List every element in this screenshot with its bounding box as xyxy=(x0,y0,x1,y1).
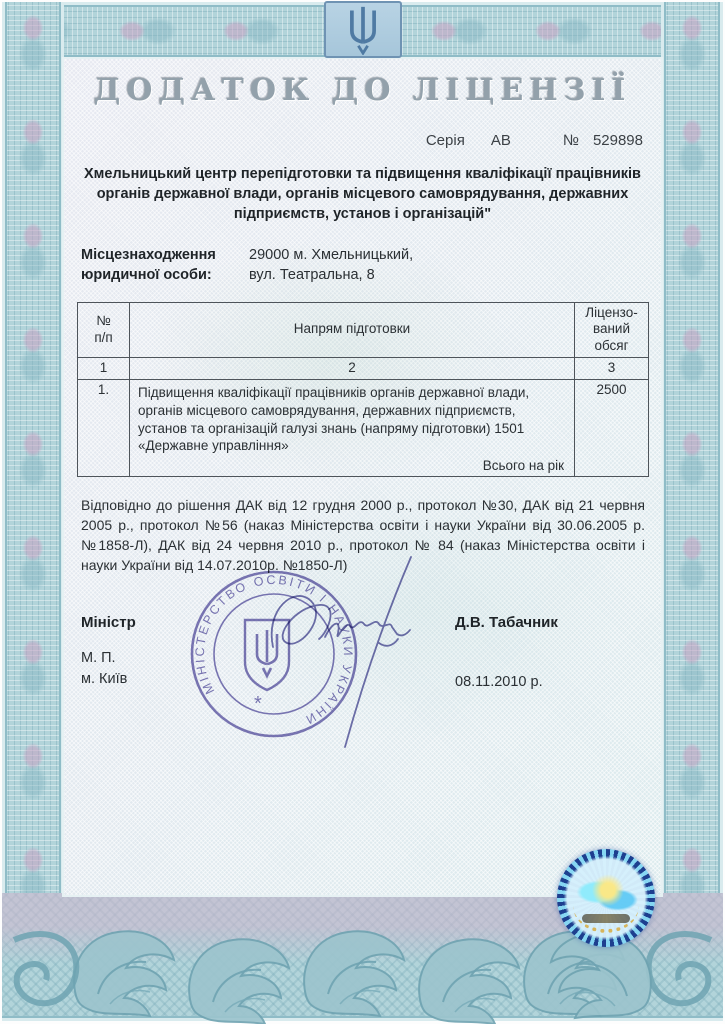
organization-name-line: підприємств, установ і організацій" xyxy=(233,206,492,222)
hologram-text-band xyxy=(582,914,629,923)
direction-row xyxy=(78,379,649,477)
series-number-row xyxy=(64,132,661,149)
address-value xyxy=(249,245,413,286)
column-index-row xyxy=(78,357,649,379)
stamp-star: * xyxy=(254,693,262,715)
index-cell: 3 xyxy=(575,357,649,379)
organization-name xyxy=(64,164,661,224)
direction-number: 1. xyxy=(78,379,130,477)
minister-label: Міністр xyxy=(81,613,136,631)
resolution-paragraph: Відповідно до рішення ДАК від 12 грудня 2000 р., протокол №30, ДАК від 21 червня 2005 р., протокол №56 (наказ Міністерства освіти і науки України від 30.06.2005 р. №1858-Л), ДАК від 24 червня 2010 р., протокол № 84 (наказ Міністерства освіти і науки України від 14.07.2010р. №1850-Л) xyxy=(81,497,645,574)
hologram-security-seal-icon xyxy=(557,849,655,947)
total-label: Всього на рік xyxy=(482,458,564,474)
series-label: Серія xyxy=(425,132,465,149)
city-label: м. Київ xyxy=(81,670,128,687)
table-header-row xyxy=(78,302,649,357)
series-value: АВ xyxy=(490,132,511,149)
index-cell: 2 xyxy=(130,357,575,379)
total-value: 2500 xyxy=(575,379,649,477)
address-label-line: Місцезнаходження xyxy=(81,247,216,263)
border-left-guilloche xyxy=(2,2,64,1021)
header-col-volume-line: ваний xyxy=(592,321,631,337)
hologram-gold-arc xyxy=(573,878,640,933)
direction-text: Підвищення кваліфікації працівників органів державної влади, органів місцевого самоврядування, державних підприємств, установ та організацій галузі знань (напряму підготовки) 1501 «Державне управління» xyxy=(138,384,530,454)
address-value-line: 29000 м. Хмельницький, xyxy=(249,247,414,263)
seal-mark-label: М. П. xyxy=(81,649,116,666)
document-sheet xyxy=(64,59,661,895)
number-label: № xyxy=(562,132,579,149)
header-col-num xyxy=(78,302,130,357)
legal-address-block xyxy=(64,245,661,286)
ukraine-trident-emblem-icon xyxy=(324,1,402,58)
address-label-line: юридичної особи: xyxy=(81,267,212,284)
index-cell: 1 xyxy=(78,357,130,379)
seal-place-block xyxy=(81,648,127,690)
training-directions-table xyxy=(77,302,649,478)
minister-name: Д.В. Табачник xyxy=(455,613,558,631)
header-col-num-line: № xyxy=(96,313,111,329)
minister-signature-icon xyxy=(259,551,474,756)
address-value-line: вул. Театральна, 8 xyxy=(249,267,375,284)
header-col-volume-line: обсяг xyxy=(594,337,629,353)
document-title: ДОДАТОК ДО ЛІЦЕНЗІЇ xyxy=(93,73,632,108)
organization-name-line: Хмельницький центр перепідготовки та підвищення кваліфікації працівників xyxy=(84,166,641,182)
header-col-num-line: п/п xyxy=(94,329,113,345)
header-col-direction: Напрям підготовки xyxy=(130,302,575,357)
number-value: 529898 xyxy=(592,132,643,149)
header-col-volume xyxy=(575,302,649,357)
direction-cell xyxy=(130,379,575,477)
organization-name-line: органів державної влади, органів місцевого самоврядування, державних xyxy=(96,186,629,202)
stamp-ring-text: МІНІСТЕРСТВО ОСВІТИ І НАУКИ УКРАЇНИ xyxy=(192,572,356,728)
header-col-volume-line: Ліцензо- xyxy=(585,304,638,320)
address-label xyxy=(81,245,249,286)
date-value: 08.11.2010 р. xyxy=(455,673,543,690)
border-right-guilloche xyxy=(661,2,723,1021)
